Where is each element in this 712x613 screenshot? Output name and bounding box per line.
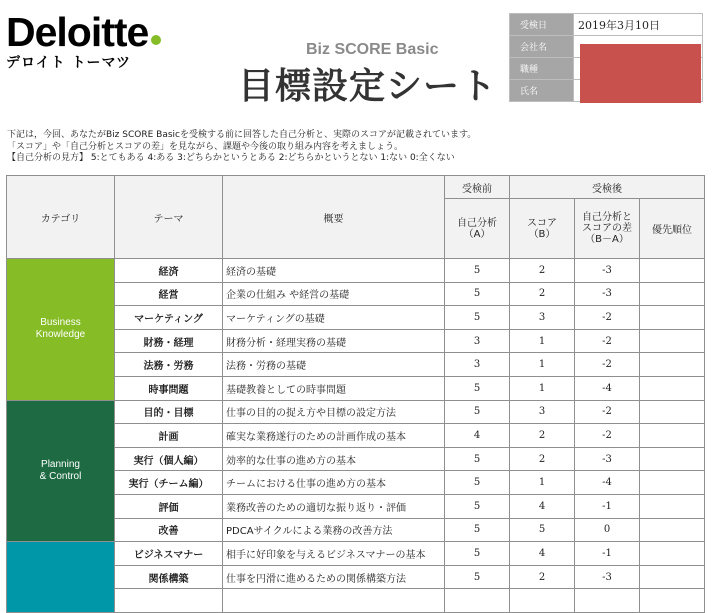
score-table <box>6 175 705 613</box>
self-analysis-cell: 4 <box>445 424 510 448</box>
difference-cell: -1 <box>575 494 640 518</box>
header-priority: 優先順位 <box>640 199 705 259</box>
self-analysis-cell: 5 <box>445 306 510 330</box>
overview-cell: 仕事を円滑に進めるための関係構築方法 <box>223 565 445 589</box>
priority-cell[interactable] <box>640 329 705 353</box>
self-analysis-cell: 3 <box>445 353 510 377</box>
difference-cell: -3 <box>575 282 640 306</box>
difference-cell: -4 <box>575 376 640 400</box>
header-category: カテゴリ <box>7 176 115 259</box>
header-theme: テーマ <box>115 176 223 259</box>
overview-cell: 確実な業務遂行のための計画作成の基本 <box>223 424 445 448</box>
info-row <box>510 14 703 36</box>
score-cell <box>510 589 575 613</box>
priority-cell[interactable] <box>640 353 705 377</box>
priority-cell[interactable] <box>640 447 705 471</box>
info-value: 2019年3月10日 <box>574 14 703 36</box>
category-cell <box>7 542 115 613</box>
score-cell: 2 <box>510 424 575 448</box>
overview-cell: 相手に好印象を与えるビジネスマナーの基本 <box>223 542 445 566</box>
difference-cell: -2 <box>575 400 640 424</box>
difference-cell <box>575 589 640 613</box>
priority-cell[interactable] <box>640 589 705 613</box>
info-label: 会社名 <box>510 36 574 58</box>
logo-subtext: デロイト トーマツ <box>6 55 132 71</box>
logo-text: Deloitte <box>6 9 149 55</box>
header-self-analysis: 自己分析 （A） <box>445 199 510 259</box>
info-label: 受検日 <box>510 14 574 36</box>
overview-cell: 仕事の目的の捉え方や目標の設定方法 <box>223 400 445 424</box>
header-before-exam: 受検前 <box>445 176 510 199</box>
theme-cell: 目的・目標 <box>115 400 223 424</box>
score-cell: 2 <box>510 259 575 283</box>
priority-cell[interactable] <box>640 259 705 283</box>
redaction-block <box>580 44 701 103</box>
product-subtitle: Biz SCORE Basic <box>306 41 439 58</box>
instruction-line: 【自己分析の見方】 5:とてもある 4:ある 3:どちらかというとある 2:どちらかというとない 1:ない 0:全くない <box>7 153 455 163</box>
instruction-line: 「スコア」や「自己分析とスコアの差」を見ながら、課題や今後の取り組み内容を考えましょう。 <box>7 141 404 152</box>
self-analysis-cell: 5 <box>445 447 510 471</box>
difference-cell: -2 <box>575 306 640 330</box>
overview-cell: マーケティングの基礎 <box>223 306 445 330</box>
theme-cell: ビジネスマナー <box>115 542 223 566</box>
priority-cell[interactable] <box>640 542 705 566</box>
score-cell: 2 <box>510 565 575 589</box>
overview-cell: PDCAサイクルによる業務の改善方法 <box>223 518 445 542</box>
self-analysis-cell: 5 <box>445 376 510 400</box>
theme-cell: 計画 <box>115 424 223 448</box>
difference-cell: 0 <box>575 518 640 542</box>
category-cell: Business Knowledge <box>7 259 115 401</box>
theme-cell: 経営 <box>115 282 223 306</box>
theme-cell: 関係構築 <box>115 565 223 589</box>
overview-cell: 効率的な仕事の進め方の基本 <box>223 447 445 471</box>
priority-cell[interactable] <box>640 306 705 330</box>
theme-cell: 改善 <box>115 518 223 542</box>
theme-cell: 評価 <box>115 494 223 518</box>
self-analysis-cell: 5 <box>445 400 510 424</box>
theme-cell: 経済 <box>115 259 223 283</box>
difference-cell: -3 <box>575 447 640 471</box>
priority-cell[interactable] <box>640 518 705 542</box>
self-analysis-cell: 5 <box>445 471 510 495</box>
table-row <box>7 542 705 566</box>
priority-cell[interactable] <box>640 400 705 424</box>
header-difference: 自己分析と スコアの差 （B－A） <box>575 199 640 259</box>
score-cell: 1 <box>510 376 575 400</box>
overview-cell <box>223 589 445 613</box>
difference-cell: -3 <box>575 259 640 283</box>
self-analysis-cell: 5 <box>445 565 510 589</box>
overview-cell: 企業の仕組み や経営の基礎 <box>223 282 445 306</box>
self-analysis-cell <box>445 589 510 613</box>
header-score: スコア （B） <box>510 199 575 259</box>
difference-cell: -3 <box>575 565 640 589</box>
overview-cell: 経済の基礎 <box>223 259 445 283</box>
info-label: 職種 <box>510 58 574 80</box>
theme-cell <box>115 589 223 613</box>
score-cell: 2 <box>510 447 575 471</box>
score-cell: 1 <box>510 329 575 353</box>
self-analysis-cell: 5 <box>445 282 510 306</box>
score-cell: 4 <box>510 494 575 518</box>
difference-cell: -2 <box>575 424 640 448</box>
self-analysis-cell: 5 <box>445 542 510 566</box>
difference-cell: -1 <box>575 542 640 566</box>
overview-cell: 法務・労務の基礎 <box>223 353 445 377</box>
self-analysis-cell: 3 <box>445 329 510 353</box>
priority-cell[interactable] <box>640 471 705 495</box>
theme-cell: 実行（チーム編） <box>115 471 223 495</box>
logo-dot-icon <box>151 35 161 45</box>
theme-cell: 財務・経理 <box>115 329 223 353</box>
score-cell: 5 <box>510 518 575 542</box>
score-cell: 4 <box>510 542 575 566</box>
overview-cell: 財務分析・経理実務の基礎 <box>223 329 445 353</box>
priority-cell[interactable] <box>640 424 705 448</box>
score-cell: 1 <box>510 471 575 495</box>
score-cell: 3 <box>510 400 575 424</box>
theme-cell: 時事問題 <box>115 376 223 400</box>
header-overview: 概要 <box>223 176 445 259</box>
theme-cell: 実行（個人編） <box>115 447 223 471</box>
theme-cell: マーケティング <box>115 306 223 330</box>
info-label: 氏名 <box>510 80 574 102</box>
score-cell: 1 <box>510 353 575 377</box>
self-analysis-cell: 5 <box>445 518 510 542</box>
instructions <box>7 130 476 165</box>
category-cell: Planning & Control <box>7 400 115 542</box>
priority-cell[interactable] <box>640 282 705 306</box>
self-analysis-cell: 5 <box>445 259 510 283</box>
difference-cell: -4 <box>575 471 640 495</box>
instruction-line: 下記は，今回、あなたがBiz SCORE Basicを受検する前に回答した自己分析と、実際のスコアが記載されています。 <box>7 130 477 140</box>
difference-cell: -2 <box>575 353 640 377</box>
deloitte-logo <box>6 10 161 72</box>
priority-cell[interactable] <box>640 494 705 518</box>
score-cell: 3 <box>510 306 575 330</box>
priority-cell[interactable] <box>640 376 705 400</box>
score-cell: 2 <box>510 282 575 306</box>
page-title: 目標設定シート <box>238 66 498 107</box>
header-after-exam: 受検後 <box>510 176 705 199</box>
overview-cell: 基礎教養としての時事問題 <box>223 376 445 400</box>
self-analysis-cell: 5 <box>445 494 510 518</box>
overview-cell: チームにおける仕事の進め方の基本 <box>223 471 445 495</box>
table-row <box>7 400 705 424</box>
difference-cell: -2 <box>575 329 640 353</box>
table-row <box>7 259 705 283</box>
overview-cell: 業務改善のための適切な振り返り・評価 <box>223 494 445 518</box>
theme-cell: 法務・労務 <box>115 353 223 377</box>
priority-cell[interactable] <box>640 565 705 589</box>
